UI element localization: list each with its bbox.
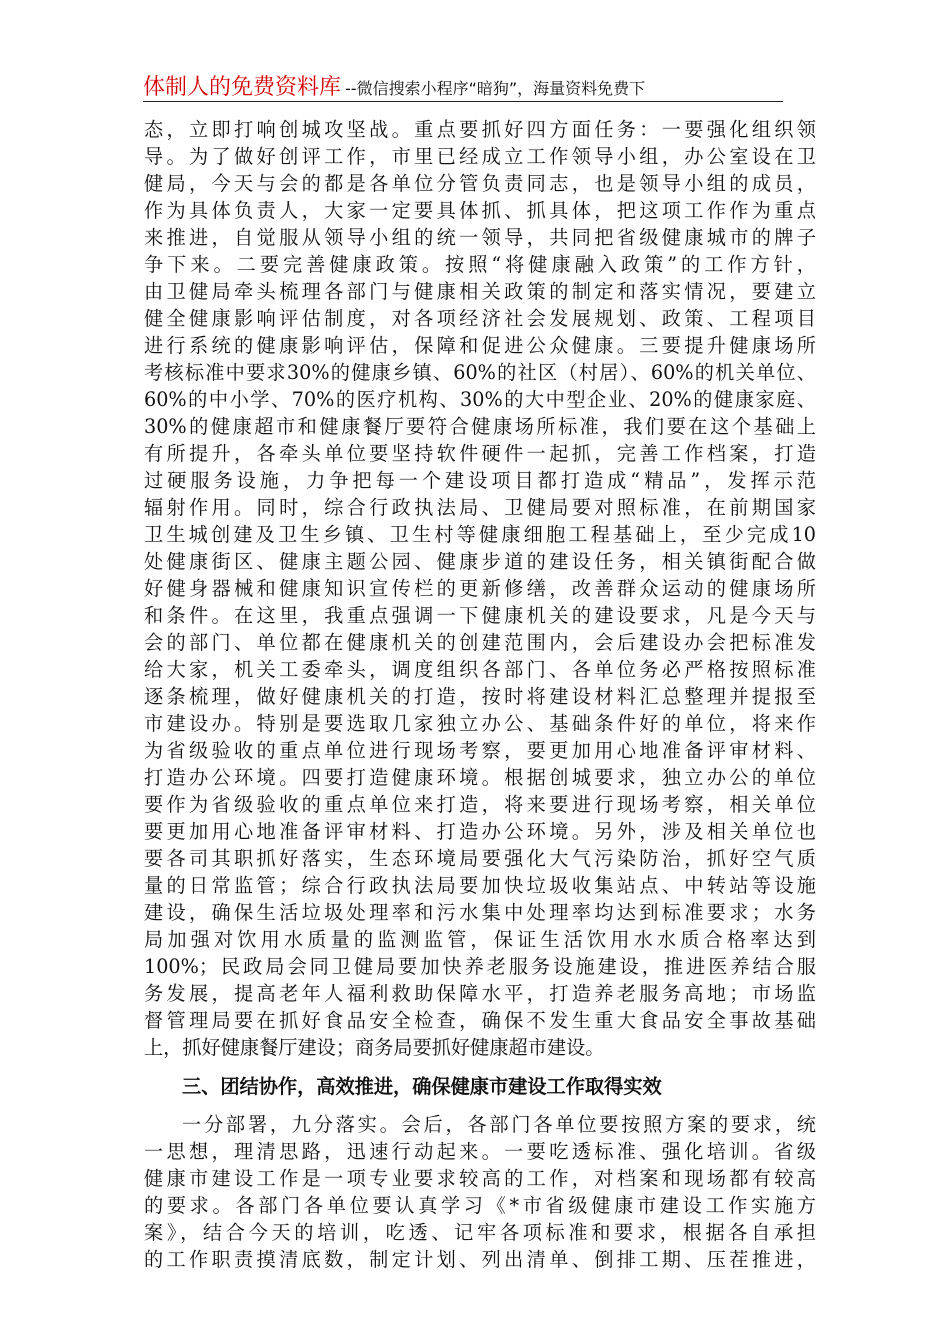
text-line: 60%的中小学、70%的医疗机构、30%的大中型企业、20%的健康家庭、: [144, 388, 816, 411]
text-line: 导。为了做好创评工作，市里已经成立工作领导小组，办公室设在卫: [144, 145, 816, 168]
text-line: 由卫健局牵头梳理各部门与健康相关政策的制定和落实情况，要建立: [144, 280, 816, 303]
text-line: 健全健康影响评估制度，对各项经济社会发展规划、政策、工程项目: [144, 307, 816, 330]
text-line: 的要求。各部门各单位要认真学习《*市省级健康市建设工作实施方: [144, 1194, 816, 1217]
text-line: 考核标准中要求30%的健康乡镇、60%的社区（村居）、60%的机关单位、: [144, 361, 816, 384]
text-line: 一分部署，九分落实。会后，各部门各单位要按照方案的要求，统: [182, 1113, 816, 1136]
text-line: 给大家，机关工委牵头，调度组织各部门、各单位务必严格按照标准: [144, 658, 816, 681]
text-line: 务发展，提高老年人福利救助保障水平，打造养老服务高地；市场监: [144, 982, 816, 1005]
section-3-paragraph: [144, 1111, 816, 1273]
text-line: 要作为省级验收的重点单位来打造，将来要进行现场考察，相关单位: [144, 793, 816, 816]
text-line: 作为具体负责人，大家一定要具体抓、抓具体，把这项工作作为重点: [144, 199, 816, 222]
text-line: 来推进，自觉服从领导小组的统一领导，共同把省级健康城市的牌子: [144, 226, 816, 249]
header-divider: [143, 101, 783, 102]
text-line: 辐射作用。同时，综合行政执法局、卫健局要对照标准，在前期国家: [144, 496, 816, 519]
text-line: 为省级验收的重点单位进行现场考察，要更加用心地准备评审材料、: [144, 739, 816, 762]
header-brand: 体制人的免费资料库: [143, 75, 342, 100]
text-line: 卫生城创建及卫生乡镇、卫生村等健康细胞工程基础上，至少完成10: [144, 523, 816, 546]
text-line: 上，抓好健康餐厅建设；商务局要抓好健康超市建设。: [144, 1036, 605, 1059]
text-line: 有所提升，各牵头单位要坚持软件硬件一起抓，完善工作档案，打造: [144, 442, 816, 465]
text-line: 要各司其职抓好落实，生态环境局要强化大气污染防治，抓好空气质: [144, 847, 816, 870]
text-line: 市建设办。特别是要选取几家独立办公、基础条件好的单位，将来作: [144, 712, 816, 735]
text-line: 好健身器械和健康知识宣传栏的更新修缮，改善群众运动的健康场所: [144, 577, 816, 600]
text-line: 100%；民政局会同卫健局要加快养老服务设施建设，推进医养结合服: [144, 955, 816, 978]
paragraph-1: [144, 116, 816, 1061]
text-line: 和条件。在这里，我重点强调一下健康机关的建设要求，凡是今天与: [144, 604, 816, 627]
text-line: 健康市建设工作是一项专业要求较高的工作，对档案和现场都有较高: [144, 1167, 816, 1190]
text-line: 处健康街区、健康主题公园、健康步道的建设任务，相关镇街配合做: [144, 550, 816, 573]
text-line: 的工作职责摸清底数，制定计划、列出清单、倒排工期、压茬推进，: [144, 1248, 816, 1271]
text-line: 过硬服务设施，力争把每一个建设项目都打造成“精品”，发挥示范: [144, 469, 816, 492]
text-line: 要更加用心地准备评审材料、打造办公环境。另外，涉及相关单位也: [144, 820, 816, 843]
body-text: [144, 116, 816, 1273]
text-line: 打造办公环境。四要打造健康环境。根据创城要求，独立办公的单位: [144, 766, 816, 789]
text-line: 一思想，理清思路，迅速行动起来。一要吃透标准、强化培训。省级: [144, 1140, 816, 1163]
text-line: 争下来。二要完善健康政策。按照“将健康融入政策”的工作方针，: [144, 253, 816, 276]
text-line: 局加强对饮用水质量的监测监管，保证生活饮用水水质合格率达到: [144, 928, 816, 951]
text-line: 健局，今天与会的都是各单位分管负责同志，也是领导小组的成员，: [144, 172, 816, 195]
header-tagline: --微信搜索小程序“暗狗”，海量资料免费下: [345, 79, 646, 98]
text-line: 进行系统的健康影响评估，保障和促进公众健康。三要提升健康场所: [144, 334, 816, 357]
section-3-heading: 三、团结协作，高效推进，确保健康市建设工作取得实效: [182, 1075, 662, 1098]
text-line: 态，立即打响创城攻坚战。重点要抓好四方面任务：一要强化组织领: [144, 118, 816, 141]
text-line: 会的部门、单位都在健康机关的创建范围内，会后建设办会把标准发: [144, 631, 816, 654]
text-line: 督管理局要在抓好食品安全检查，确保不发生重大食品安全事故基础: [144, 1009, 816, 1032]
text-line: 案》，结合今天的培训，吃透、记牢各项标准和要求，根据各自承担: [144, 1221, 816, 1244]
text-line: 建设，确保生活垃圾处理率和污水集中处理率均达到标准要求；水务: [144, 901, 816, 924]
text-line: 逐条梳理，做好健康机关的打造，按时将建设材料汇总整理并提报至: [144, 685, 816, 708]
page-header: [143, 70, 783, 100]
text-line: 量的日常监管；综合行政执法局要加快垃圾收集站点、中转站等设施: [144, 874, 816, 897]
text-line: 30%的健康超市和健康餐厅要符合健康场所标准，我们要在这个基础上: [144, 415, 816, 438]
